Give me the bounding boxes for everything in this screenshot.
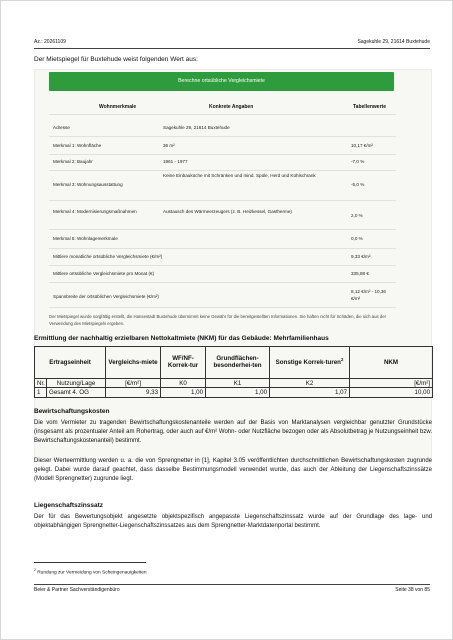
bewirtschaftung-paragraph-1: Die vom Vermieter zu tragenden Bewirtschaftungskostenanteile werden auf der Basis von Marktanalysen vergleichbar genutzter Grundstücke (insgesamt als prozentualer Anteil am Rohertrag, oder auch auf €/m² Wohn- oder Nutzfläche bezogen oder als Absolutbetrag je Nutzungseinheit bzw. Bewirtschaftungskostenanteil) bestimmt. [34,420,432,444]
nkm-col-sonstige-text: Sonstige Korrek-turen [275,358,341,366]
row-divider [49,154,396,155]
row-wohnflaeche-angabe: 36 m² [163,143,175,148]
row-modernisierung-merkmal: Merkmal 4: Modernisierungsmaßnahmen [53,209,137,214]
row-vergleichsmiete-qm-label: Mittlere monatliche ortsübliche Vergleichsmiete (€/m²) [53,254,163,259]
zins-heading: Liegenschaftszinssatz [34,502,103,509]
row-wohnlage-wert: 0,0 % [351,236,363,241]
nkm-unit-vergleichsmiete: [€/m²] [106,378,161,388]
property-address: Sagekuhle 29, 21614 Buxtehude [357,39,430,45]
nkm-col-nutzung: Nutzung/Lage [47,378,106,388]
col-header-merkmale: Wohnmerkmale [99,104,137,110]
row-baujahr-merkmal: Merkmal 2: Baujahr [53,159,93,164]
col-header-angaben: Konkrete Angaben [209,104,254,110]
row-wohnflaeche-merkmal: Merkmal 1: Wohnfläche [53,143,102,148]
row-vergleichsmiete-qm-wert: 9,33 €/m² [351,254,371,259]
calculate-rent-button[interactable]: Berechne ortsübliche Vergleichsmiete [49,72,394,91]
zins-paragraph: Der für das Bewertungsobjekt angesetzte objektspezifisch angepasste Liegenschaftszinssatz wurde auf der Grundlage des lage- und objektabhängigen Sprengnetter-Liegenschaftszinssatzes aus dem Sprengnetter-Marktdatenportal bestimmt. [34,514,432,529]
nkm-col-nkm: NKM [350,347,433,379]
page-header [34,37,430,49]
nkm-row-k0: 1,00 [161,388,206,398]
nkm-unit-k0: K0 [161,378,206,388]
footnote-divider [34,562,146,563]
nkm-row-k1: 1,00 [206,388,270,398]
row-divider [49,265,396,266]
row-wohnlage-merkmal: Merkmal 5: Wohnlagemerkmale [53,236,118,241]
row-baujahr-angabe: 1961 - 1977 [163,159,188,164]
nkm-table [34,346,433,398]
row-ausstattung-wert: -5,0 % [351,182,365,187]
nkm-col-wfnf-korrektur: WF/NF-Korrek-tur [161,347,206,379]
bewirtschaftung-paragraph-2: Dieser Werteermittlung werden u. a. die von Sprengnetter in [1], Kapitel 3.05 veröffentlichten durchschnittlichen Bewirtschaftungskosten zugrunde gelegt. Dabei wurde darauf geachtet, dass dasselbe Bestimmungsmodell verwendet wurde, das auch der Ableitung der Liegenschaftszinssätze (Modell Sprengnetter) zugrunde liegt. [34,458,432,482]
nkm-col-vergleichsmiete: Vergleichs-miete [106,347,161,379]
nkm-unit-k1: K1 [206,378,270,388]
row-vergleichsmiete-monat-label: Mittlere ortsübliche Vergleichsmiete pro Monat (€) [53,271,155,276]
bewirtschaftung-heading: Bewirtschaftungskosten [34,408,110,415]
row-vergleichsmiete-monat-wert: 335,88 € [351,271,369,276]
footnote-number: 2 [34,568,36,572]
nkm-unit-k2: K2 [270,378,350,388]
row-divider [49,248,396,249]
row-divider [49,229,396,230]
row-divider [49,200,396,201]
disclaimer-note: Der Mietspiegel wurde sorgfältig erstellt, die Hansestadt Buxtehude übernimmt keine Gewähr für die bereitgestellten Informationen. Sie haften nicht für Schäden, die sich aus der Verwendung des Mietspiegels ergeben. [49,314,387,326]
nkm-col-sonstige [270,347,350,379]
nkm-col-grundflaechen: Grundflächen-besonderhei-ten [206,347,270,379]
company-name: Beier & Partner Sachverständigenbüro [34,587,120,593]
row-baujahr-wert: -7,0 % [351,159,365,164]
row-adresse-merkmal: Adresse [53,125,70,130]
nkm-unit-nkm: [€/m²] [350,378,433,388]
nkm-heading: Ermittlung der nachhaltig erzielbaren Nettokaltmiete (NKM) für das Gebäude: Mehrfamilienhaus [34,335,329,342]
nkm-row-nutzung: Gesamt 4. OG [47,388,106,398]
page-number: Seite 38 von 85 [395,587,430,593]
row-divider [49,170,396,171]
row-divider [49,307,396,308]
footnote-mark: 2 [340,356,344,362]
row-adresse-angabe: Sagekuhle 29, 21614 Buxtehude [163,125,230,130]
row-ausstattung-angabe: Keine Einbauküche mit Schränken und mind. Spüle, Herd und Kühlschrank [163,173,316,178]
reference-number: Az.: 20261109 [34,39,66,45]
nkm-col-ertragseinheit: Ertragseinheit [35,347,106,379]
page-footer [34,584,430,596]
row-wohnflaeche-wert: 10,17 €/m² [351,143,373,148]
row-divider [49,136,396,137]
nkm-row-k2: 1,07 [270,388,350,398]
footnote-text: Rundung zur Vermeidung von Scheingenauigkeiten [37,570,147,576]
nkm-row-nkm: 10,00 [350,388,433,398]
row-divider [49,114,396,115]
row-spannbreite-wert: 8,12 €/m² - 10,36 €/m² [351,289,386,301]
nkm-row-nr: 1 [35,388,47,398]
row-spannbreite-label: Spannbreite der ortsüblichen Vergleichsmiete (€/m²) [53,294,159,299]
intro-text: Der Mietspiegel für Buxtehude weist folgenden Wert aus: [34,56,198,63]
footnote [34,570,147,576]
nkm-col-nr: Nr. [35,378,47,388]
row-ausstattung-merkmal: Merkmal 3: Wohnungsausstattung [53,182,123,187]
nkm-row-vergleichsmiete: 9,33 [106,388,161,398]
col-header-tabellenwerte: Tabellenwerte [353,104,386,110]
row-modernisierung-angabe: Austausch des Wärmeerzeugers (z. B. Heizkessel, Gastherme) [163,209,292,214]
row-divider [49,282,396,283]
row-modernisierung-wert: 2,0 % [351,213,363,218]
